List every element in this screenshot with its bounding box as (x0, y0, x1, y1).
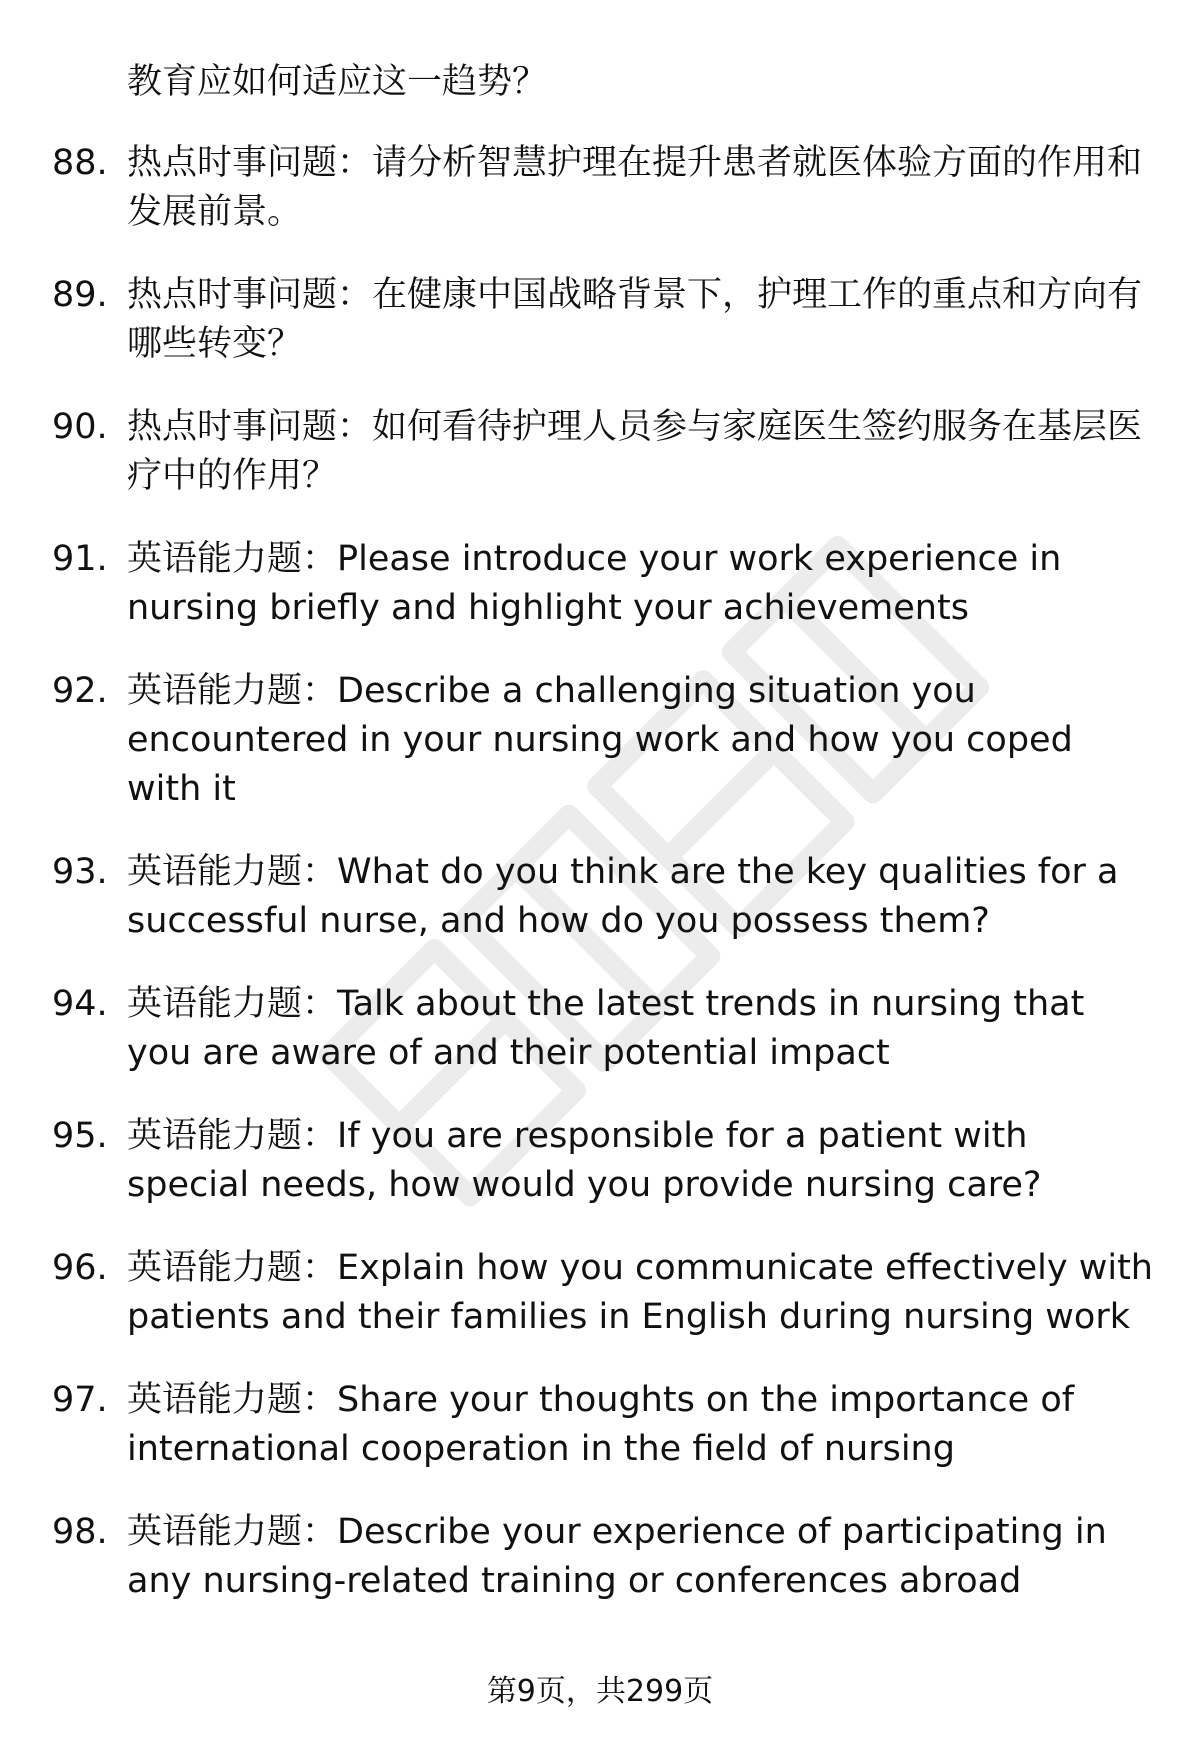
item-text: 英语能力题：Explain how you communicate effectively with patients and their families in English during nursing work (127, 1248, 1153, 1337)
list-item (0, 271, 1200, 369)
list-item (0, 1376, 1200, 1474)
item-text: 英语能力题：Describe a challenging situation you encountered in your nursing work and how you coped with it (127, 671, 1073, 809)
list-item (0, 535, 1200, 633)
item-number: 97. (52, 1380, 108, 1420)
item-text: 英语能力题：Describe your experience of participating in any nursing-related training or conferences abroad (127, 1512, 1107, 1601)
item-text: 英语能力题：If you are responsible for a patient with special needs, how would you provide nursing care? (127, 1116, 1042, 1205)
item-text: 热点时事问题：请分析智慧护理在提升患者就医体验方面的作用和发展前景。 (127, 143, 1143, 232)
item-text: 热点时事问题：在健康中国战略背景下，护理工作的重点和方向有哪些转变？ (127, 275, 1143, 364)
list-item (0, 1244, 1200, 1342)
item-text: 英语能力题：Please introduce your work experience in nursing briefly and highlight your achievements (127, 539, 1062, 628)
item-number: 94. (52, 984, 108, 1024)
list-item (0, 403, 1200, 501)
item-number: 92. (52, 671, 108, 711)
list-item (0, 980, 1200, 1078)
item-number: 96. (52, 1248, 108, 1288)
item-text: 英语能力题：Share your thoughts on the importance of international cooperation in the field of nursing (127, 1380, 1075, 1469)
continued-question-text: 教育应如何适应这一趋势？ (127, 62, 548, 102)
question-list (0, 139, 1200, 1640)
list-item (0, 1508, 1200, 1606)
list-item (0, 139, 1200, 237)
item-number: 95. (52, 1116, 108, 1156)
list-item (0, 1112, 1200, 1210)
item-number: 98. (52, 1512, 108, 1552)
item-number: 89. (52, 275, 108, 315)
list-item (0, 848, 1200, 946)
page-footer: 第9页，共299页 (486, 1674, 714, 1709)
item-number: 91. (52, 539, 108, 579)
item-text: 英语能力题：What do you think are the key qualities for a successful nurse, and how do you possess them? (127, 852, 1119, 941)
item-number: 90. (52, 407, 108, 447)
list-item (0, 667, 1200, 814)
item-text: 热点时事问题：如何看待护理人员参与家庭医生签约服务在基层医疗中的作用？ (127, 407, 1143, 496)
item-number: 88. (52, 143, 108, 183)
item-number: 93. (52, 852, 108, 892)
item-text: 英语能力题：Talk about the latest trends in nursing that you are aware of and their potential impact (127, 984, 1085, 1073)
